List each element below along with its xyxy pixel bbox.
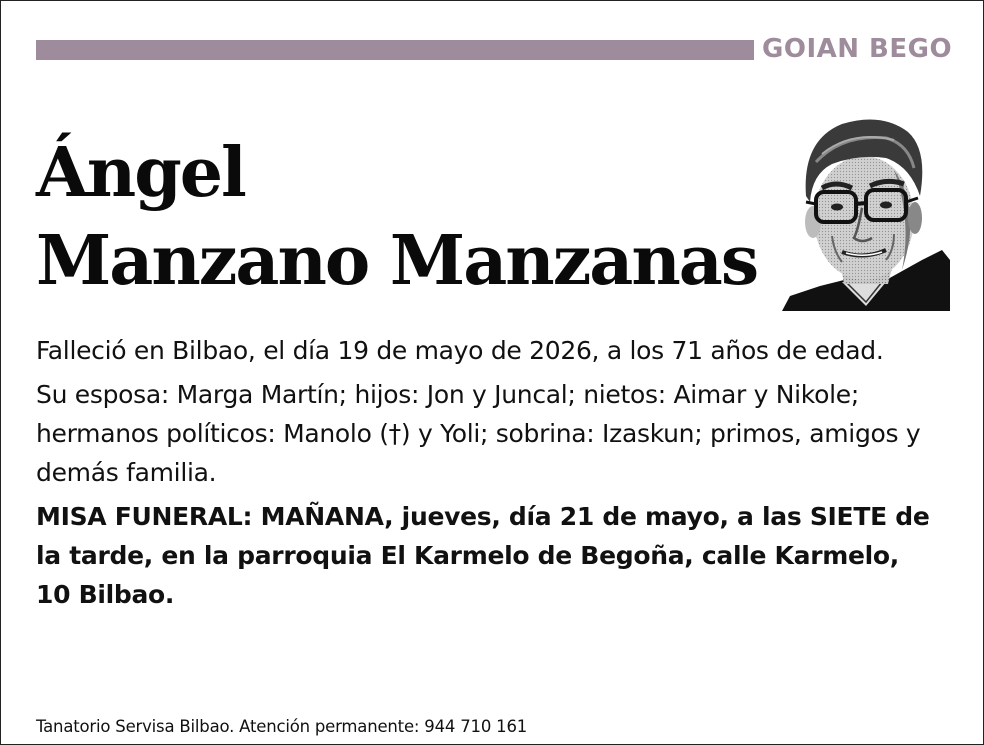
deceased-first-name: Ángel [36, 133, 245, 213]
funeral-home-info: Tanatorio Servisa Bilbao. Atención permanente: 944 710 161 [36, 717, 528, 736]
obituary-body [36, 331, 936, 619]
funeral-details: MISA FUNERAL: MAÑANA, jueves, día 21 de mayo, a las SIETE de la tarde, en la parroquia El Karmelo de Begoña, calle Karmelo, 10 Bilbao. [36, 502, 930, 609]
header-bar [36, 40, 754, 60]
family-list: Su esposa: Marga Martín; hijos: Jon y Juncal; nietos: Aimar y Nikole; hermanos políticos: Manolo (†) y Yoli; sobrina: Izaskun; primos, amigos y demás familia. [36, 380, 921, 487]
portrait-photo [782, 110, 950, 311]
portrait-image [782, 110, 950, 311]
deceased-surnames: Manzano Manzanas [36, 221, 758, 301]
death-notice: Falleció en Bilbao, el día 19 de mayo de 2026, a los 71 años de edad. [36, 336, 884, 365]
section-label: GOIAN BEGO [762, 34, 953, 64]
deceased-name [36, 129, 757, 305]
